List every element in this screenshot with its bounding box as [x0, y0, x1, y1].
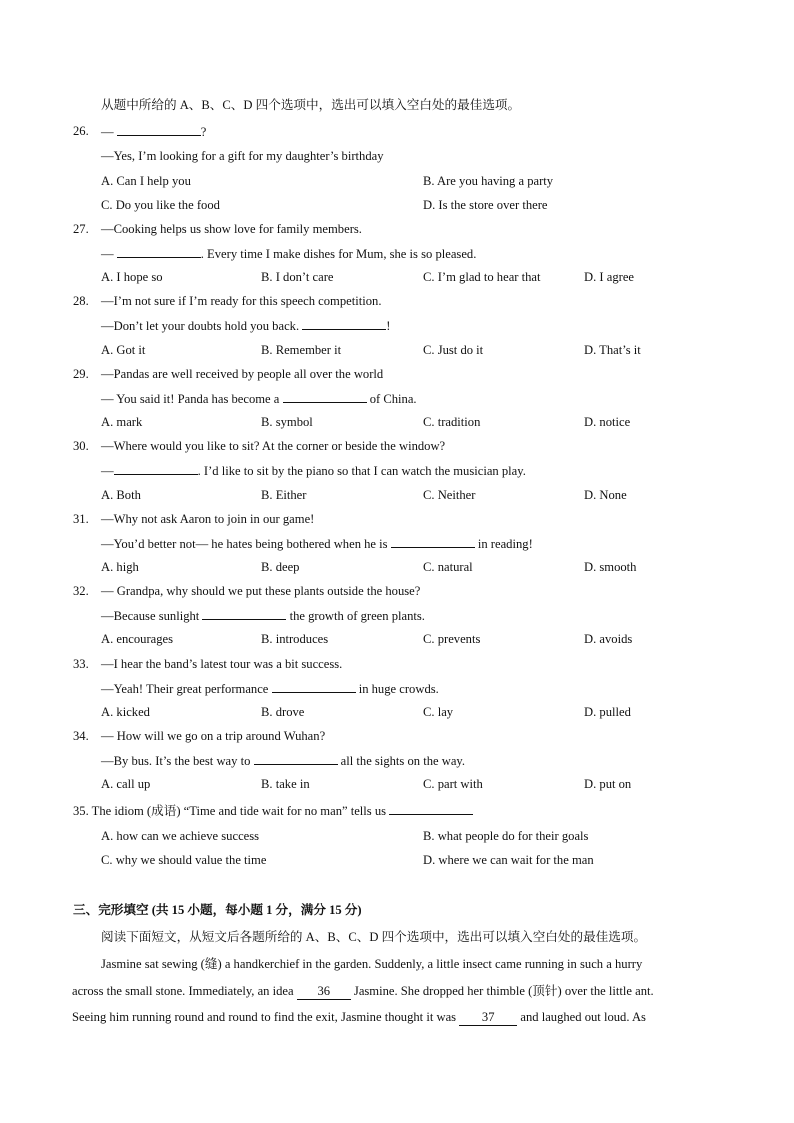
option-d: D. avoids — [584, 632, 633, 646]
option-a: A. I hope so — [101, 270, 163, 284]
passage-line: across the small stone. Immediately, an idea 36 Jasmine. She dropped her thimble (顶针) over the little ant. — [72, 984, 654, 998]
option-d: D. That’s it — [584, 343, 641, 357]
question-number: 30. — [73, 439, 89, 453]
question-line: —Because sunlight the growth of green plants. — [101, 609, 425, 623]
option-b: B. Either — [261, 488, 307, 502]
question-number: 28. — [73, 294, 89, 308]
document-page: 从题中所给的 A、B、C、D 四个选项中，选出可以填入空白处的最佳选项。 26. — ? —Yes, I’m looking for a gift for my daughter’s birthday A. Can I help you B. Are you having a party C. Do you like the food D. Is the store over there 27. —Cooking helps us show love for family members. — . Every time I make dishes for Mum, she is so pleased. A. I hope so B. I don’t care C. I’m glad to hear that D. I agree 28. —I’m not sure if I’m ready for this speech competition. —Don’t let your doubts hold you back. ! A. Got it B. Remember it C. Just do it D. That’s it 29. —Pandas are well received by people all over the world — You said it! Panda has become a of China. A. mark B. symbol C. tradition D. notice 30. —Where would you like to sit? At the corner or beside the window? — . I’d like to sit by the piano so that I can watch the musician play. A. Both B. Either C. Neither D. None 31. —Why not ask Aaron to join in our game! —You’d better not— he hates being bothered when he is in reading! A. high B. deep C. natural D. smooth 32. — Grandpa, why should we put these plants outside the house? —Because sunlight the growth of green plants. A. encourages B. introduces C. prevents D. avoids 33. —I hear the band’s latest tour was a bit success. —Yeah! Their great performance in huge crowds. A. kicked B. drove C. lay D. pulled 34. — How will we go on a trip around Wuhan? —By bus. It’s the best way to all the sights on the way. A. call up B. take in C. part with D. put on 35. The idiom (成语) “Time and tide wait for no man” tells us A. how can we achieve success B. what people do for their goals C. why we should value the time D. where we can wait for the man 三、完形填空 (共 15 小题，每小题 1 分，满分 15 分) 阅读下面短文，从短文后各题所给的 A、B、C、D 四个选项中，选出可以填入空白处的最佳选项。 Jasmine sat sewing (缝) a handkerchief in the garden. Suddenly, a little insect came running in such a hurry across the small stone. Immediately, an idea 36 Jasmine. She dropped her thimble (顶针) over the little ant. Seeing him running round and round to find the exit, Jasmine thought it was 37 and laughed out loud. As — [0, 0, 794, 1123]
option-a: A. how can we achieve success — [101, 829, 260, 843]
option-a: A. call up — [101, 777, 151, 791]
question-line: —By bus. It’s the best way to all the sights on the way. — [101, 754, 466, 768]
question-number: 26. — [73, 124, 89, 138]
question-35: 35. The idiom (成语) “Time and tide wait for no man” tells us — [73, 802, 473, 819]
question-number: 34. — [73, 729, 89, 743]
option-b: B. I don’t care — [261, 270, 334, 284]
answer-blank — [254, 752, 338, 765]
option-b: B. deep — [261, 560, 300, 574]
answer-blank — [272, 680, 356, 693]
option-d: D. where we can wait for the man — [423, 853, 594, 867]
answer-blank — [114, 462, 198, 475]
option-d: D. Is the store over there — [423, 198, 548, 212]
question-number: 35. — [73, 804, 89, 818]
question-line: —You’d better not— he hates being bothered when he is in reading! — [101, 537, 533, 551]
answer-blank — [389, 802, 473, 815]
option-a: A. kicked — [101, 705, 150, 719]
option-c: C. prevents — [423, 632, 481, 646]
blank-36: 36 — [297, 983, 351, 1000]
blank-37: 37 — [459, 1009, 517, 1026]
option-c: C. I’m glad to hear that — [423, 270, 541, 284]
option-a: A. encourages — [101, 632, 174, 646]
option-b: B. Remember it — [261, 343, 342, 357]
option-c: C. part with — [423, 777, 483, 791]
option-b: B. introduces — [261, 632, 329, 646]
question-line: —Don’t let your doubts hold you back. ! — [101, 319, 391, 333]
option-c: C. Just do it — [423, 343, 484, 357]
answer-blank — [117, 123, 201, 136]
option-a: A. Got it — [101, 343, 146, 357]
option-d: D. put on — [584, 777, 632, 791]
question-line: — You said it! Panda has become a of China. — [101, 392, 417, 406]
option-b: B. what people do for their goals — [423, 829, 589, 843]
question-number: 33. — [73, 657, 89, 671]
option-c: C. Neither — [423, 488, 476, 502]
passage-line: Jasmine sat sewing (缝) a handkerchief in the garden. Suddenly, a little insect came running in such a hurry — [101, 957, 643, 971]
question-number: 32. — [73, 584, 89, 598]
option-d: D. pulled — [584, 705, 631, 719]
question-number: 29. — [73, 367, 89, 381]
answer-blank — [117, 245, 201, 258]
option-a: A. Both — [101, 488, 141, 502]
question-line: — . I’d like to sit by the piano so that I can watch the musician play. — [101, 464, 526, 478]
option-a: A. mark — [101, 415, 143, 429]
option-d: D. smooth — [584, 560, 637, 574]
option-b: B. take in — [261, 777, 310, 791]
option-c: C. tradition — [423, 415, 481, 429]
question-number: 31. — [73, 512, 89, 526]
option-a: A. Can I help you — [101, 174, 191, 188]
option-a: A. high — [101, 560, 139, 574]
option-c: C. lay — [423, 705, 454, 719]
question-line: —Yeah! Their great performance in huge crowds. — [101, 682, 439, 696]
option-c: C. natural — [423, 560, 473, 574]
option-c: C. why we should value the time — [101, 853, 267, 867]
question-line: —Yes, I’m looking for a gift for my daughter’s birthday — [101, 149, 384, 163]
answer-blank — [283, 390, 367, 403]
section-instruction: 从题中所给的 A、B、C、D 四个选项中，选出可以填入空白处的最佳选项。 — [101, 98, 521, 112]
passage-line: Seeing him running round and round to find the exit, Jasmine thought it was 37 and laughed out loud. As — [72, 1010, 646, 1024]
option-c: C. Do you like the food — [101, 198, 220, 212]
option-b: B. drove — [261, 705, 305, 719]
option-b: B. Are you having a party — [423, 174, 554, 188]
section-instruction: 阅读下面短文，从短文后各题所给的 A、B、C、D 四个选项中，选出可以填入空白处的最佳选项。 — [101, 930, 647, 944]
option-b: B. symbol — [261, 415, 313, 429]
answer-blank — [391, 535, 475, 548]
question-line: — . Every time I make dishes for Mum, she is so pleased. — [101, 247, 477, 261]
option-d: D. I agree — [584, 270, 634, 284]
question-number: 27. — [73, 222, 89, 236]
section-title: 三、完形填空 (共 15 小题，每小题 1 分，满分 15 分) — [73, 903, 362, 917]
option-d: D. notice — [584, 415, 631, 429]
answer-blank — [202, 607, 286, 620]
option-d: D. None — [584, 488, 627, 502]
answer-blank — [302, 317, 386, 330]
